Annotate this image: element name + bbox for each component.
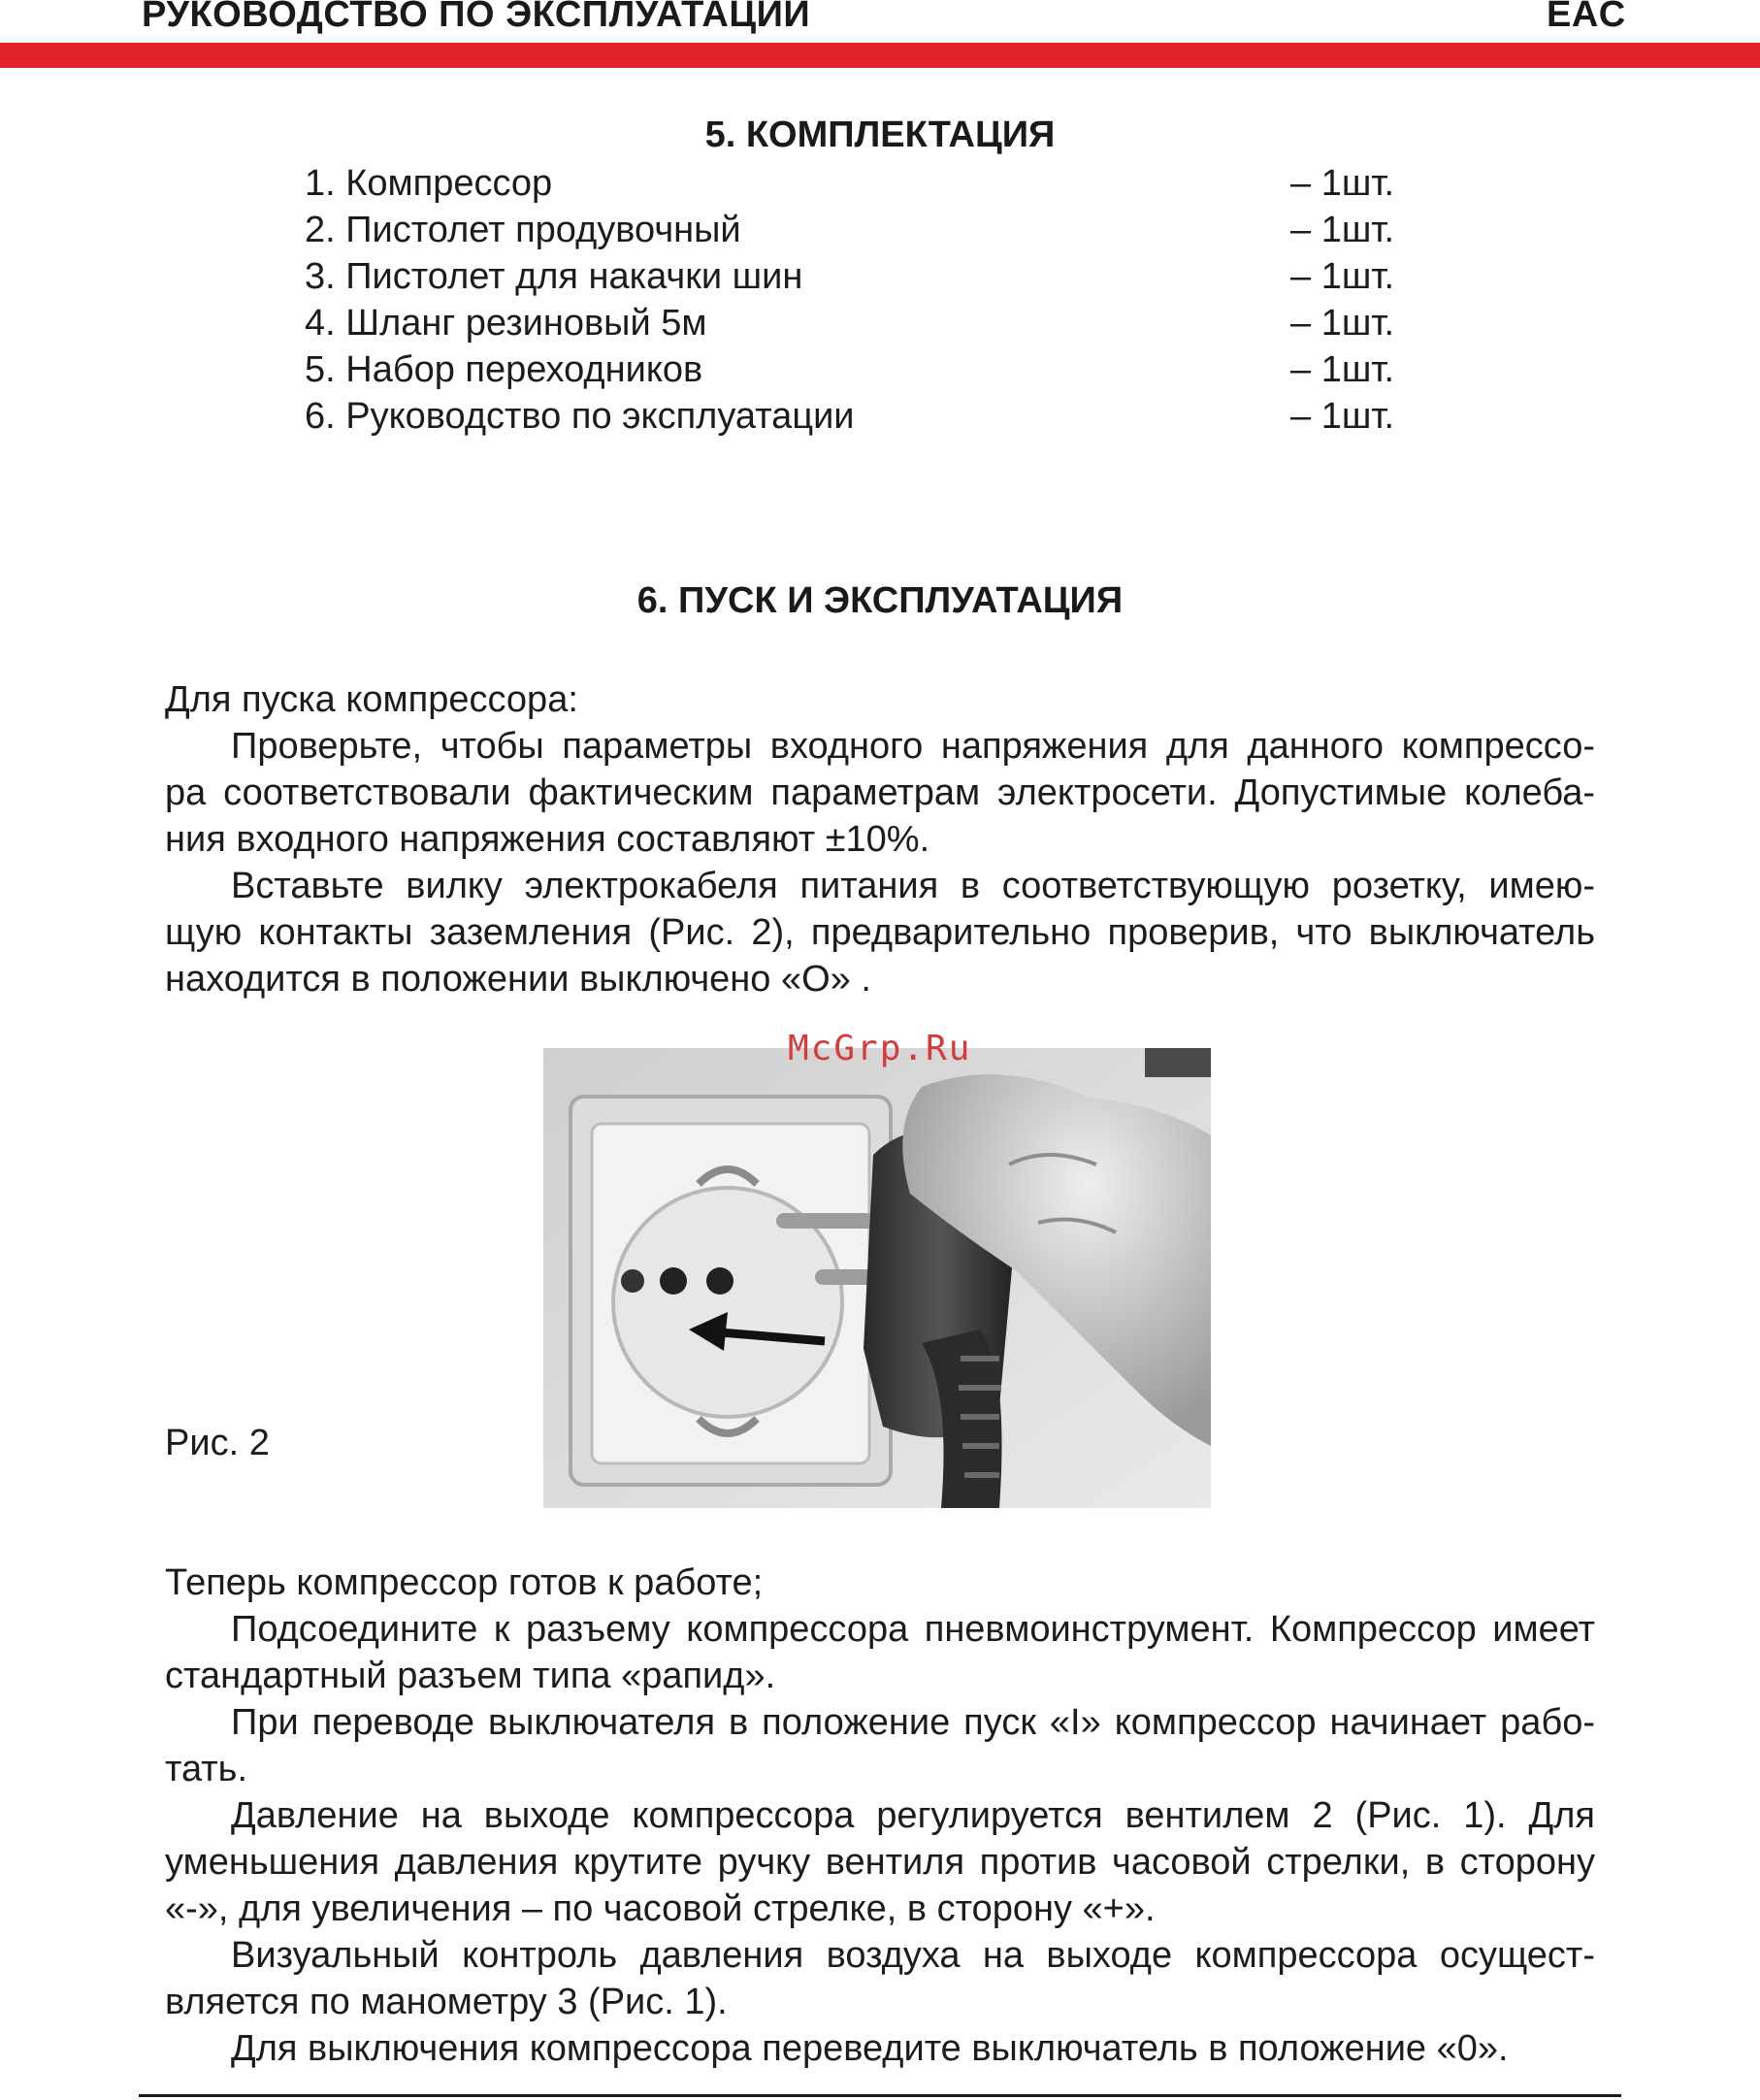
eac-mark: EAC (1547, 0, 1626, 35)
kit-item (0, 349, 1760, 396)
paragraph-line: стандартный разъем типа «рапид». (165, 1656, 776, 1696)
kit-item-qty: – 1шт. (1290, 396, 1395, 437)
paragraph-line: «-», для увеличения – по часовой стрелке, в сторону «+». (165, 1888, 1156, 1929)
kit-item-name: 5. Набор переходников (305, 349, 703, 390)
kit-item (0, 256, 1760, 303)
kit-item (0, 163, 1760, 210)
kit-item (0, 210, 1760, 256)
paragraph-line: вляется по манометру 3 (Рис. 1). (165, 1982, 728, 2022)
socket-plug-photo (543, 1048, 1211, 1508)
kit-item-name: 1. Компрессор (305, 163, 553, 204)
paragraph-line: Для пуска компрессора: (165, 679, 578, 720)
paragraph-line: ния входного напряжения составляют ±10%. (165, 819, 930, 860)
socket-plug-photo-icon (543, 1048, 1211, 1508)
paragraph-line: Подсоедините к разъему компрессора пневмоинструмент. Компрессор имеет (231, 1609, 1595, 1650)
figure-caption: Рис. 2 (165, 1423, 270, 1463)
header-red-bar (0, 43, 1760, 68)
paragraph-line: При переводе выключателя в положение пуск «I» компрессор начинает рабо- (231, 1702, 1595, 1743)
watermark: McGrp.Ru (788, 1029, 972, 1068)
kit-item-name: 2. Пистолет продувочный (305, 210, 741, 250)
kit-item-name: 6. Руководство по эксплуатации (305, 396, 855, 437)
section-5-title: 5. КОМПЛЕКТАЦИЯ (704, 115, 1056, 155)
paragraph-line: Вставьте вилку электрокабеля питания в соответствующую розетку, имею- (231, 866, 1595, 906)
footer-rule (139, 2094, 1621, 2097)
kit-item (0, 396, 1760, 443)
paragraph-line: тать. (165, 1749, 248, 1789)
kit-item-name: 3. Пистолет для накачки шин (305, 256, 803, 297)
paragraph-line: Теперь компрессор готов к работе; (165, 1562, 764, 1603)
kit-item-qty: – 1шт. (1290, 163, 1395, 204)
kit-item-qty: – 1шт. (1290, 256, 1395, 297)
header-title: РУКОВОДСТВО ПО ЭКСПЛУАТАЦИИ (142, 0, 811, 35)
kit-item-qty: – 1шт. (1290, 303, 1395, 344)
paragraph-line: уменьшения давления крутите ручку вентиля против часовой стрелки, в сторону (165, 1842, 1595, 1883)
paragraph-line: Для выключения компрессора переведите выключатель в положение «0». (231, 2028, 1509, 2069)
paragraph-line: находится в положении выключено «О» . (165, 959, 871, 1000)
section-6-title: 6. ПУСК И ЭКСПЛУАТАЦИЯ (636, 580, 1124, 621)
kit-item-qty: – 1шт. (1290, 210, 1395, 250)
kit-item (0, 303, 1760, 349)
paragraph-line: Визуальный контроль давления воздуха на выходе компрессора осущест- (231, 1935, 1595, 1976)
kit-item-name: 4. Шланг резиновый 5м (305, 303, 707, 344)
paragraph-line: Давление на выходе компрессора регулируется вентилем 2 (Рис. 1). Для (231, 1795, 1595, 1836)
paragraph-line: щую контакты заземления (Рис. 2), предварительно проверив, что выключатель (165, 912, 1595, 953)
kit-item-qty: – 1шт. (1290, 349, 1395, 390)
paragraph-line: Проверьте, чтобы параметры входного напряжения для данного компрессо- (231, 726, 1595, 767)
paragraph-line: ра соответствовали фактическим параметрам электросети. Допустимые колеба- (165, 772, 1595, 813)
